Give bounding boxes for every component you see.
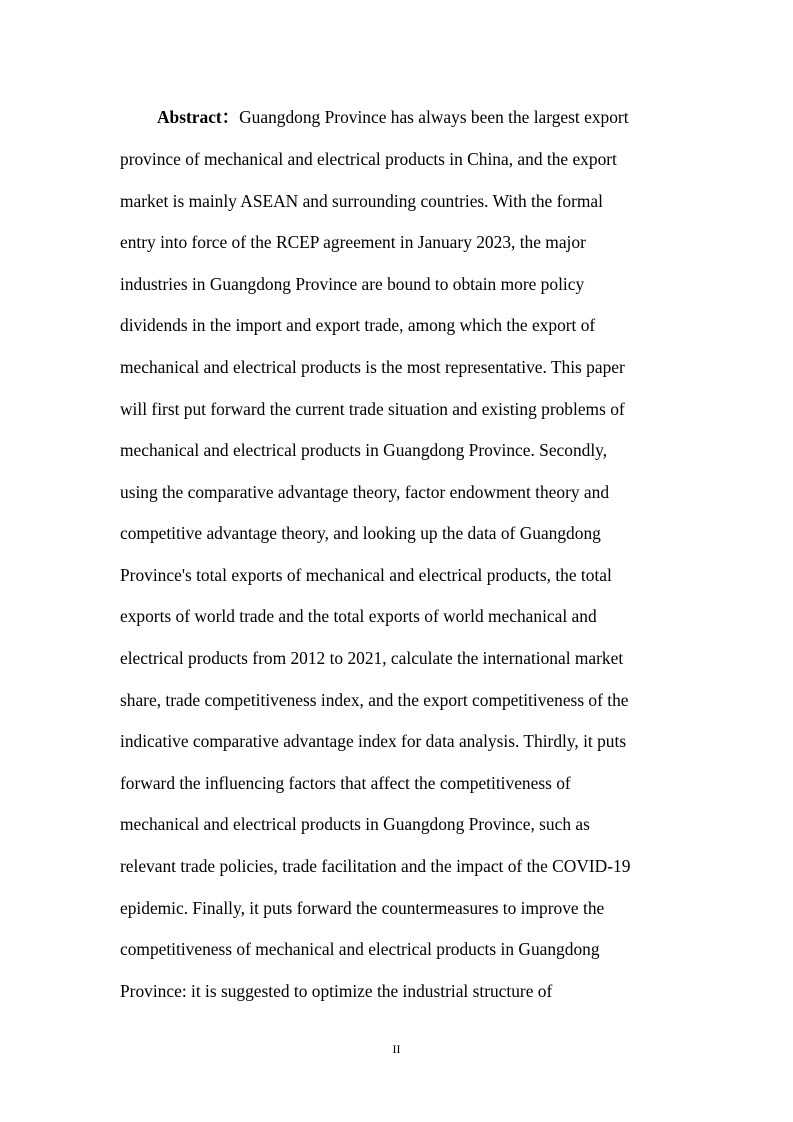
abstract-line-11: competitive advantage theory, and looking up the data of Guangdong — [120, 523, 601, 543]
abstract-line-1 — [157, 105, 673, 129]
abstract-line-9: mechanical and electrical products in Guangdong Province. Secondly, — [120, 440, 608, 460]
abstract-line-6: dividends in the import and export trade, among which the export of — [120, 315, 596, 335]
abstract-line-14: electrical products from 2012 to 2021, calculate the international market — [120, 648, 624, 668]
abstract-line-17: forward the influencing factors that affect the competitiveness of — [120, 773, 571, 793]
abstract-line-15: share, trade competitiveness index, and the export competitiveness of the — [120, 690, 629, 710]
abstract-line-21: competitiveness of mechanical and electrical products in Guangdong — [120, 939, 600, 959]
abstract-line-8: will first put forward the current trade situation and existing problems of — [120, 399, 625, 419]
abstract-line-3: market is mainly ASEAN and surrounding countries. With the formal — [120, 191, 603, 211]
abstract-line-text: Guangdong Province has always been the largest export — [239, 107, 629, 127]
abstract-line-16: indicative comparative advantage index for data analysis. Thirdly, it puts — [120, 731, 627, 751]
abstract-line-19: relevant trade policies, trade facilitation and the impact of the COVID-19 — [120, 856, 631, 876]
abstract-line-4: entry into force of the RCEP agreement in January 2023, the major — [120, 232, 586, 252]
abstract-line-20: epidemic. Finally, it puts forward the countermeasures to improve the — [120, 898, 605, 918]
abstract-line-5: industries in Guangdong Province are bound to obtain more policy — [120, 274, 585, 294]
abstract-line-22: Province: it is suggested to optimize the industrial structure of — [120, 981, 553, 1001]
abstract-line-2: province of mechanical and electrical products in China, and the export — [120, 149, 617, 169]
abstract-line-10: using the comparative advantage theory, factor endowment theory and — [120, 482, 610, 502]
abstract-line-13: exports of world trade and the total exports of world mechanical and — [120, 606, 597, 626]
page-number: II — [392, 1042, 401, 1056]
abstract-line-18: mechanical and electrical products in Guangdong Province, such as — [120, 814, 590, 834]
abstract-label: Abstract： — [157, 107, 240, 127]
abstract-line-7: mechanical and electrical products is the most representative. This paper — [120, 357, 625, 377]
abstract-line-12: Province's total exports of mechanical and electrical products, the total — [120, 565, 612, 585]
